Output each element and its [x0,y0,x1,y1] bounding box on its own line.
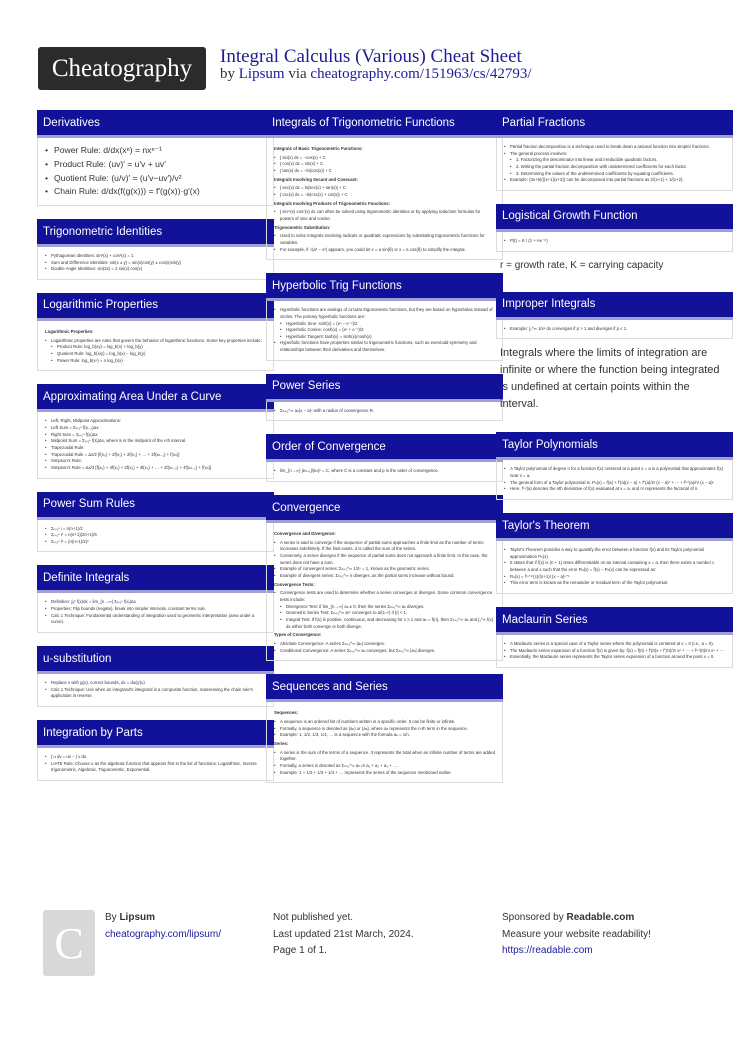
bullet-item: • Convergence tests are used to determine whether a series converges or diverges. Some common convergence tests include: • Divergence Test: If lim_{n→∞} aₙ ≠ 0, then the series Σₙ₌₁^∞ aₙ diverges. • Geometric Series Test: Σₙ₌₀^∞ arⁿ converges to a/(1−r) if |r| < 1. • Integral Test: If f(x) is positive, continuous, and decreasing for x ≥ 1 and aₙ = f(n), then Σₙ₌₁^∞ aₙ and ∫₁^∞ f(x) dx either both converge or both diverge. [274,590,495,630]
section-power-sum-rules [37,492,274,553]
bullet-item: • Midpoint Sum = Σᵢ₌₁ⁿ f(x̄ᵢ)Δx, where x̄ᵢ is the midpoint of the i-th interval. [45,438,266,445]
section-logistical-growth-function [496,204,733,279]
section-integrals-of-trigonometric-functions [266,110,503,260]
bullet-list [45,144,266,199]
footer-by-label: By [105,912,117,923]
section-body [37,520,274,553]
bullet-item: • Example of divergent series: Σₙ₌₁^∞ n diverges, as the partial sums increase without bound. [274,573,495,580]
bullet-item: • A sequence is an ordered list of numbers written in a specific order. It can be finite or infinite. [274,719,495,726]
author-link[interactable]: Lipsum [238,66,285,82]
bullet-item: • Example: 1 + 1/2 + 1/3 + 1/4 + … represents the series of the sequence mentioned earlier. [274,770,495,777]
bullet-item: • Quotient Rule: (u/v)′ = (u′v−uv′)/v² [45,172,266,186]
bullet-list [274,540,495,580]
bullet-item: • Σᵢ₌₁ⁿ i = n(n+1)/2 [45,526,266,533]
bullet-item: • Taylor's Theorem provides a way to quantify the error between a function f(x) and its Taylor polynomial approximation Pₙ(x). [504,547,725,560]
bullet-item: • A series is the sum of the terms of a sequence. It represents the total when an infinite number of terms are added together. [274,750,495,763]
bullet-item: • Absolute Convergence: A series Σₙ₌₁^∞ |aₙ| converges. [274,641,495,648]
by-label: by [220,66,235,82]
bullet-item: • ∫ sinᵐ(x) cosⁿ(x) dx can often be solved using trigonometric identities or by applying reduction formulas for powers of sine and cosine. [274,209,495,222]
bullet-item: • P(t) = K / (1 + Ae⁻ʳᵗ) [504,238,725,245]
bullet-item: • Essentially, the Maclaurin series represents the Taylor series expansion of a function around the point x = 0. [504,654,725,661]
bullet-item: • ∫ tan(x) dx = −ln|cos(x)| + C [274,168,495,175]
section-header: Maclaurin Series [496,607,733,635]
bullet-item: • Left Sum = Σᵢ₌₁ⁿ f(xᵢ₋₁)Δx [45,425,266,432]
bullet-list [504,466,725,493]
bullet-item: • Conversely, a series diverges if the sequence of partial sums does not approach a finite limit. In this case, the series does not have a sum. [274,553,495,566]
sub-bullet-item: • Integral Test: If f(x) is positive, continuous, and decreasing for x ≥ 1 and aₙ = f(n), then Σₙ₌₁^∞ aₙ and ∫₁^∞ f(x) dx either both converge or both diverge. [280,617,495,630]
bullet-list [504,238,725,245]
bullet-list [45,754,266,774]
bullet-item: • The Maclaurin series expansion of a function f(x) is given by: f(x) = f(0) + f′(0)x + f″(0)/2! x² + ⋯ + f⁽ⁿ⁾(0)/n! xⁿ + ⋯ [504,648,725,655]
section-header: Power Sum Rules [37,492,274,520]
column-1 [37,110,274,794]
section-body [37,412,274,478]
sub-bullet-item: • 1. Factorizing the denominator into linear and irreducible quadratic factors. [510,157,725,164]
bullet-item: • Example of convergent series: Σₙ₌₁^∞ 1/2ⁿ = 1, known as the geometric series. [274,566,495,573]
sub-bullet-item: • Hyperbolic Tangent: tanh(x) = sinh(x)/cosh(x) [280,334,495,341]
bullet-item: • Trapezoidal Rule: [45,445,266,452]
bullet-item: • Simpson's Rule = Δx/3 [f(x₀) + 4f(x₁) + 2f(x₂) + 4f(x₃) + … + 2f(xₙ₋₂) + 4f(xₙ₋₁) + f(xₙ)] [45,465,266,472]
bullet-list [274,468,495,475]
subheading: Integrals Involving Products of Trigonometric Functions: [274,200,391,206]
bullet-list [274,185,495,198]
section-body [496,460,733,500]
section-note: r = growth rate, K = carrying capacity [500,259,664,271]
publish-status: Not published yet. [273,912,354,923]
byline [220,66,531,83]
section-taylor-polynomials [496,432,733,500]
section-body [37,321,274,371]
sub-bullet-list [280,321,495,341]
bullet-item: • Example: (3x+5)/((x+1)(x+2)) can be decomposed into partial fractions as 2/(x+1) + 1/(x+2). [504,177,725,184]
bullet-list [45,680,266,700]
subheading: Trigonometric Substitution: [274,224,331,230]
section-header: Order of Convergence [266,434,503,462]
bullet-item: • Product Rule: (uv)′ = u′v + uv′ [45,158,266,172]
sub-bullet-item: • Hyperbolic Sine: sinh(x) = (eˣ − e⁻ˣ)/2 [280,321,495,328]
bullet-item: • Calc 1 Technique: Use when an integrand's integrand is a composite function, reassessing the chain rule's application in reverse. [45,687,266,700]
bullet-list [504,547,725,587]
bullet-item: • Σᵢ₌₁ⁿ i² = n(n+1)(2n+1)/6 [45,532,266,539]
bullet-item: • Trapezoidal Rule = Δx/2 [f(x₀) + 2f(x₁) + 2f(x₂) + … + 2f(xₙ₋₁) + f(xₙ)] [45,452,266,459]
bullet-item: • Power Rule: d/dx(xⁿ) = nxⁿ⁻¹ [45,144,266,158]
section-body [496,138,733,191]
page-title: Integral Calculus (Various) Cheat Sheet [220,46,522,67]
bullet-item: • The general process involves: • 1. Factorizing the denominator into linear and irreducible quadratic factors. • 2. Writing the partial fraction decomposition with undetermined coefficients for each factor. • 3. Determining the values of the undetermined coefficients by equating coefficients. [504,151,725,178]
section-header: Derivatives [37,110,274,138]
footer-author-url[interactable]: cheatography.com/lipsum/ [105,928,221,940]
bullet-item: • It states that if f(x) is (n + 1) times differentiable on an interval containing x = a, then there exists a number c between a and x such that the error Rₙ(x) = f(x) − Pₙ(x) can be expressed as: [504,560,725,573]
section-header: Integration by Parts [37,720,274,748]
sub-bullet-item: • 3. Determining the values of the undetermined coefficients by equating coefficients. [510,171,725,178]
sponsor-url[interactable]: https://readable.com [502,945,593,956]
bullet-item: • Rₙ(x) = f⁽ⁿ⁺¹⁾(c)/(n+1)! (x − a)ⁿ⁺¹ [504,574,725,581]
section-integration-by-parts [37,720,274,781]
bullet-item: • Left, Right, Midpoint Approximations: [45,418,266,425]
sub-bullet-list [280,604,495,631]
bullet-item: • Simpson's Rule: [45,458,266,465]
section-order-of-convergence [266,434,503,482]
bullet-list [45,253,266,273]
bullet-item: • The general form of a Taylor polynomial is: Pₙ(x) = f(a) + f′(a)(x − a) + f″(a)/2! (x − a)² + ⋯ + f⁽ⁿ⁾(a)/n! (x − a)ⁿ [504,480,725,487]
sheet-url-link[interactable]: cheatography.com/151963/cs/42793/ [310,66,532,82]
bullet-item: • ∫ csc(x) dx = −ln|csc(x) + cot(x)| + C [274,192,495,199]
sub-bullet-item: • Product Rule: log_b(xy) = log_b(x) + log_b(y) [51,344,266,351]
bullet-item: • Conditional Convergence: A series Σₙ₌₁^∞ aₙ converges, but Σₙ₌₁^∞ |aₙ| diverges. [274,648,495,655]
section-body [496,232,733,252]
bullet-item: • ∫ u dv = uv − ∫ v du [45,754,266,761]
subheading: Types of Convergence: [274,632,322,638]
column-2 [266,110,503,796]
bullet-item: • Example: ∫₁^∞ 1/xᵖ dx converges if p > 1 and diverges if p ≤ 1. [504,326,725,333]
bullet-item: • Replace x with g(u), correct bounds, dx = du/g′(u) [45,680,266,687]
bullet-list [45,599,266,626]
section-header: Logistical Growth Function [496,204,733,232]
section-body [496,320,733,340]
bullet-item: • Hyperbolic functions have properties similar to trigonometric functions, such as even/odd symmetry and relationships between their derivatives and themselves. [274,340,495,353]
section-hyperbolic-trig-functions [266,273,503,361]
bullet-list [504,641,725,661]
subheading: Integrals of Basic Trigonometric Functions: [274,146,363,151]
bullet-item: • Hyperbolic functions are analogs of circular trigonometric functions, but they are based on hyperbolas instead of circles. The primary hyperbolic functions are: • Hyperbolic Sine: sinh(x) = (eˣ − e⁻ˣ)/2 • Hyperbolic Cosine: cosh(x) = (eˣ + e⁻ˣ)/2 • Hyperbolic Tangent: tanh(x) = sinh(x)/cosh(x) [274,307,495,340]
section-convergence [266,495,503,661]
bullet-item: • Σₙ₌₀^∞ aₙ(x − a)ⁿ with a radius of convergence R. [274,408,495,415]
section-header: u-substitution [37,646,274,674]
bullet-item: • Properties: Flip bounds (negate), break into simpler intervals, constant terms rule. [45,606,266,613]
sub-bullet-item: • Geometric Series Test: Σₙ₌₀^∞ arⁿ converges to a/(1−r) if |r| < 1. [280,610,495,617]
section-header: Power Series [266,374,503,402]
bullet-item: • ∫ sec(x) dx = ln|sec(x) + tan(x)| + C [274,185,495,192]
section-definite-integrals [37,565,274,633]
section-header: Improper Integrals [496,292,733,320]
page-header [0,0,750,98]
section-sequences-and-series [266,674,503,783]
section-body [37,748,274,781]
page-count: Page 1 of 1. [273,945,327,956]
bullet-item: • Formally, a series is denoted as Σₙ₌₁^∞ aₙ or a₁ + a₂ + a₃ + …. [274,763,495,770]
subheading: Convergence and Divergence: [274,531,336,537]
section-header: Sequences and Series [266,674,503,702]
sub-bullet-item: • Divergence Test: If lim_{n→∞} aₙ ≠ 0, then the series Σₙ₌₁^∞ aₙ diverges. [280,604,495,611]
sponsor-tagline: Measure your website readability! [502,928,651,940]
section-body [496,541,733,594]
section-body [37,674,274,707]
section-header: Taylor's Theorem [496,513,733,541]
bullet-list [274,641,495,654]
bullet-item: • A Taylor polynomial of degree n for a function f(x) centered at a point x = a is a polynomial that approximates f(x) near x = a. [504,466,725,479]
section-body [266,523,503,661]
bullet-list [274,209,495,222]
bullet-item: • ∫ sin(x) dx = −cos(x) + C [274,155,495,162]
subheading: Integrals Involving Secant and Cosecant: [274,176,359,182]
bullet-item: • A series is said to converge if the sequence of partial sums approaches a finite limit as the number of terms increases indefinitely. If the limit exists, it is called the sum of the series. [274,540,495,553]
logo-text: Cheatography [51,54,193,82]
section-body [266,301,503,361]
bullet-list [45,526,266,546]
section-header: Approximating Area Under a Curve [37,384,274,412]
section-body [37,247,274,280]
bullet-list [45,418,266,471]
section-body [266,462,503,482]
section-approximating-area-under-a-curve [37,384,274,478]
column-3 [496,110,733,681]
author-avatar [43,910,95,976]
bullet-item: • Calc 1 Technique: Fundamental understanding of integration used to geometric interpretation (area under a curve). [45,613,266,626]
section-body [37,138,274,206]
bullet-item: • Chain Rule: d/dx(f(g(x))) = f′(g(x))·g′(x) [45,185,266,199]
bullet-item: • Right Sum = Σᵢ₌₁ⁿ f(xᵢ)Δx [45,432,266,439]
section-derivatives [37,110,274,206]
bullet-list [274,340,495,353]
bullet-item: • A Maclaurin series is a special case of a Taylor series where the polynomial is centered at x = 0 (i.e., a = 0). [504,641,725,648]
bullet-item: • Here, f⁽ⁿ⁾(a) denotes the nth derivative of f(x) evaluated at x = a, and n! represents the factorial of n. [504,486,725,493]
last-updated: Last updated 21st March, 2024. [273,928,414,940]
via-label: via [288,66,307,82]
section-power-series [266,374,503,422]
section-maclaurin-series [496,607,733,668]
footer-author-link[interactable]: Lipsum [119,912,156,923]
bullet-list [45,338,266,365]
bullet-item: • Pythagorean Identities: sin²(x) + cos²(x) = 1 [45,253,266,260]
section-partial-fractions [496,110,733,191]
bullet-list [274,750,495,777]
section-note: Integrals where the limits of integration are infinite or where the function being integrated is undefined at certain points within the interval. [500,347,720,411]
footer-author [105,910,221,943]
bullet-list [274,307,495,340]
bullet-item: • lim_{n→∞} |eₙ₊₁|/|eₙ|ᵖ = C, where C is a constant and p is the order of convergence. [274,468,495,475]
section-body [266,702,503,783]
footer-publish-info [273,910,414,960]
avatar-letter: C [54,918,84,968]
section-header: Convergence [266,495,503,523]
bullet-list [504,144,725,177]
bullet-item: • ∫ cos(x) dx = sin(x) + C [274,161,495,168]
bullet-item: • Partial fraction decomposition is a technique used to break down a rational function into simpler fractions. [504,144,725,151]
bullet-item: • Definition: ∫ₐᵇ f(x)dx = lim_{n→∞} Σᵢ₌₁ⁿ f(xᵢ)Δx [45,599,266,606]
bullet-list [504,177,725,184]
bullet-item: • This error term is known as the remainder or residual term of the Taylor polynomial. [504,580,725,587]
bullet-item: • Example: 1, 1/2, 1/3, 1/4, … is a sequence with the formula aₙ = 1/n. [274,732,495,739]
subheading: Series: [274,740,289,746]
section-taylor-s-theorem [496,513,733,594]
section-body [266,138,503,260]
bullet-list [274,233,495,253]
sponsor-name[interactable]: Readable.com [566,912,635,923]
bullet-item: • Logarithmic properties are rules that govern the behavior of logarithmic functions. Some key properties include: • Product Rule: log_b(xy) = log_b(x) + log_b(y) • Quotient Rule: log_b(x/y) = log_b(x) − log_b(y) • Power Rule: log_b(xⁿ) = n log_b(x) [45,338,266,365]
bullet-list [504,326,725,333]
bullet-item: • Double Angle Identities: sin(2x) = 2 sin(x) cos(x) [45,266,266,273]
sub-bullet-list [510,157,725,177]
bullet-item: • Sum and Difference Identities: sin(x ± y) = sin(x)cos(y) ± cos(x)sin(y) [45,260,266,267]
section-u-substitution [37,646,274,707]
bullet-item: • For example, if √(a² − x²) appears, you could let x = a sin(θ) or x = a cos(θ) to simplify the integral. [274,247,495,254]
bullet-list [274,155,495,175]
section-header: Partial Fractions [496,110,733,138]
section-header: Logarithmic Properties [37,293,274,321]
subheading: Sequences: [274,710,299,716]
sub-bullet-item: • Quotient Rule: log_b(x/y) = log_b(x) − log_b(y) [51,351,266,358]
section-header: Integrals of Trigonometric Functions [266,110,503,138]
sponsor-label: Sponsored by [502,912,564,923]
cheatography-logo[interactable] [38,47,206,90]
sub-bullet-list [51,344,266,364]
section-header: Hyperbolic Trig Functions [266,273,503,301]
section-header: Taylor Polynomials [496,432,733,460]
subheading: Logarithmic Properties: [45,328,94,334]
footer-sponsor [502,910,651,960]
section-header: Definite Integrals [37,565,274,593]
bullet-list [274,719,495,739]
section-body [266,402,503,422]
section-improper-integrals [496,292,733,420]
sub-bullet-item: • Hyperbolic Cosine: cosh(x) = (eˣ + e⁻ˣ)/2 [280,327,495,334]
sub-bullet-item: • 2. Writing the partial fraction decomposition with undetermined coefficients for each factor. [510,164,725,171]
section-body [37,593,274,633]
sub-bullet-item: • Power Rule: log_b(xⁿ) = n log_b(x) [51,358,266,365]
subheading: Convergence Tests: [274,581,315,587]
bullet-item: • LIATE Rule: Choose u as the algebraic function that appears first in the list of functions: Logarithmic, Inverse trigonometric, Algebraic, Trigonometric, Exponential. [45,761,266,774]
bullet-item: • Used to solve integrals involving radicals or quadratic expressions by substituting trigonometric functions for variables. [274,233,495,246]
bullet-item: • Formally, a sequence is denoted as (aₙ) or {aₙ}, where aₙ represents the n-th term in the sequence. [274,726,495,733]
bullet-list [274,590,495,630]
section-trigonometric-identities [37,219,274,280]
bullet-list [274,408,495,415]
section-header: Trigonometric Identities [37,219,274,247]
section-logarithmic-properties [37,293,274,371]
bullet-item: • Σᵢ₌₁ⁿ i³ = (n(n+1)/2)² [45,539,266,546]
section-body [496,635,733,668]
